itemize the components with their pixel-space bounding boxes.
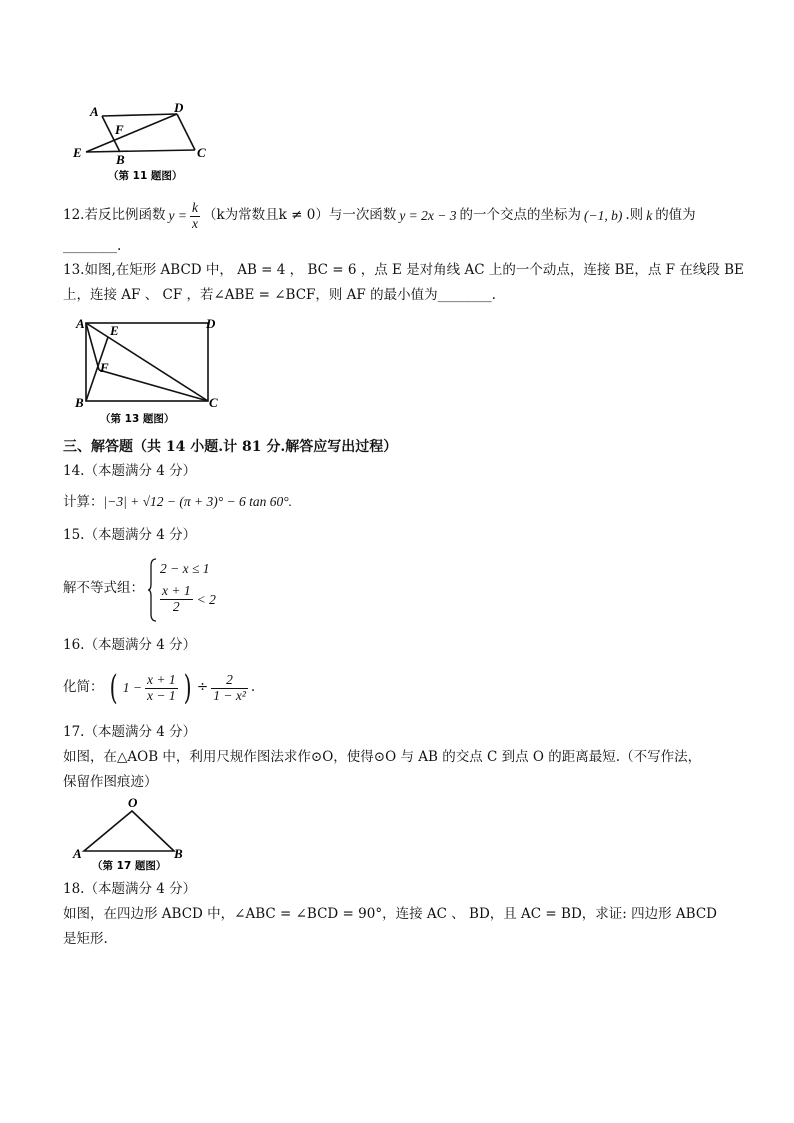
q16-label: 化简： bbox=[63, 679, 104, 696]
q16-header: 16.（本题满分 4 分） bbox=[63, 637, 197, 653]
q15-frac-den: 2 bbox=[172, 598, 180, 614]
fig11-segment-ad bbox=[102, 114, 177, 116]
q12-fraction bbox=[190, 201, 200, 232]
q12-condition: （k为常数且k ≠ 0）与一次函数 bbox=[202, 207, 397, 224]
q18-line-2: 是矩形. bbox=[63, 931, 108, 947]
fig13-label-b: B bbox=[75, 395, 84, 410]
q12-mid: 的一个交点的坐标为 bbox=[459, 207, 582, 224]
fig13-caption: （第 13 题图） bbox=[100, 413, 175, 425]
fig17-triangle-aob bbox=[84, 811, 174, 851]
figure-13 bbox=[72, 312, 232, 432]
q12-prefix: 12.若反比例函数 bbox=[63, 207, 166, 224]
q14-label: 计算： bbox=[63, 494, 104, 510]
q18-line-1: 如图，在四边形 ABCD 中，∠ABC = ∠BCD = 90°，连接 AC 、 BD，且 AC = BD，求证: 四边形 ABCD bbox=[63, 906, 717, 922]
question-12 bbox=[63, 196, 696, 236]
fig11-segment-dc bbox=[177, 114, 195, 150]
q17-line-2: 保留作图痕迹） bbox=[63, 774, 158, 790]
q18-header: 18.（本题满分 4 分） bbox=[63, 881, 197, 897]
question-14 bbox=[63, 495, 292, 510]
q15-brace-icon bbox=[148, 558, 158, 622]
q16-right-paren-icon: ) bbox=[183, 668, 192, 708]
q15-header: 15.（本题满分 4 分） bbox=[63, 527, 197, 543]
q16-f1-num: x + 1 bbox=[147, 671, 176, 687]
q16-f2-num: 2 bbox=[211, 673, 248, 689]
fig13-label-c: C bbox=[209, 395, 218, 410]
q16-fraction-1 bbox=[145, 673, 178, 704]
q16-fraction-2 bbox=[211, 673, 248, 704]
q12-point: (−1, b) bbox=[584, 208, 623, 224]
q13-line-1: 13.如图,在矩形 ABCD 中， AB = 4 ， BC = 6 ，点 E 是对角线 AC 上的一个动点，连接 BE，点 F 在线段 BE bbox=[63, 262, 744, 278]
fig11-label-b: B bbox=[116, 152, 125, 167]
q16-f1-den: x − 1 bbox=[147, 687, 176, 703]
fig11-segment-ec bbox=[86, 150, 195, 152]
q12-tail: .则 bbox=[625, 207, 644, 224]
question-16 bbox=[63, 666, 255, 710]
fig11-label-e: E bbox=[73, 145, 82, 160]
q12-frac-num: k bbox=[191, 199, 198, 215]
fig13-label-d: D bbox=[206, 316, 216, 331]
fig17-caption: （第 17 题图） bbox=[92, 860, 167, 872]
fig11-label-c: C bbox=[197, 145, 206, 160]
q16-divide: ÷ bbox=[196, 679, 209, 696]
q15-inequality-1: 2 − x ≤ 1 bbox=[160, 561, 210, 576]
q16-f2-den: 1 − x² bbox=[213, 687, 246, 703]
q12-y-eq: y = bbox=[168, 208, 187, 224]
q13-line-2: 上，连接 AF 、 CF ，若∠ABE = ∠BCF，则 AF 的最小值为________. bbox=[63, 287, 496, 303]
fig13-label-e: E bbox=[110, 323, 119, 338]
q15-relation: < 2 bbox=[196, 591, 216, 607]
figure-17-diagram bbox=[70, 796, 190, 876]
q12-k: k bbox=[646, 208, 653, 224]
figure-11-diagram bbox=[70, 96, 220, 186]
q17-line-1: 如图，在△AOB 中，利用尺规作图法求作⊙O，使得⊙O 与 AB 的交点 C 到点 O 的距离最短.（不写作法， bbox=[63, 749, 702, 765]
fig11-label-a: A bbox=[90, 104, 99, 119]
fig17-label-a: A bbox=[73, 846, 82, 861]
fig11-segment-ed bbox=[86, 114, 177, 152]
fig13-label-f: F bbox=[100, 360, 109, 375]
fig13-segment-fc bbox=[99, 370, 208, 401]
q15-frac-num: x + 1 bbox=[162, 583, 191, 598]
q15-inequality-2 bbox=[160, 584, 216, 615]
q15-label: 解不等式组： bbox=[63, 580, 144, 596]
fig17-label-b: B bbox=[174, 846, 183, 861]
fig13-label-a: A bbox=[76, 316, 85, 331]
q12-end: 的值为 bbox=[655, 207, 696, 224]
q14-expression: |−3| + √12 − (π + 3)° − 6 tan 60°. bbox=[103, 494, 293, 509]
q12-answer-blank: ________. bbox=[63, 238, 122, 254]
q16-one: 1 − bbox=[122, 680, 143, 696]
fig17-label-o: O bbox=[128, 796, 138, 810]
q16-end: . bbox=[250, 679, 256, 696]
q15-fraction bbox=[160, 584, 193, 615]
section-3-heading: 三、解答题（共 14 小题.计 81 分.解答应写出过程） bbox=[63, 439, 398, 455]
fig11-caption: （第 11 题图） bbox=[108, 170, 183, 182]
figure-11 bbox=[70, 96, 220, 186]
q14-header: 14.（本题满分 4 分） bbox=[63, 463, 197, 479]
q12-frac-den: x bbox=[191, 215, 198, 231]
q16-left-paren-icon: ( bbox=[109, 668, 118, 708]
q17-header: 17.（本题满分 4 分） bbox=[63, 724, 197, 740]
q12-linear: y = 2x − 3 bbox=[399, 208, 457, 224]
fig11-label-f: F bbox=[115, 122, 124, 137]
figure-13-diagram bbox=[72, 312, 232, 432]
figure-17 bbox=[70, 796, 190, 876]
fig11-label-d: D bbox=[174, 100, 184, 115]
